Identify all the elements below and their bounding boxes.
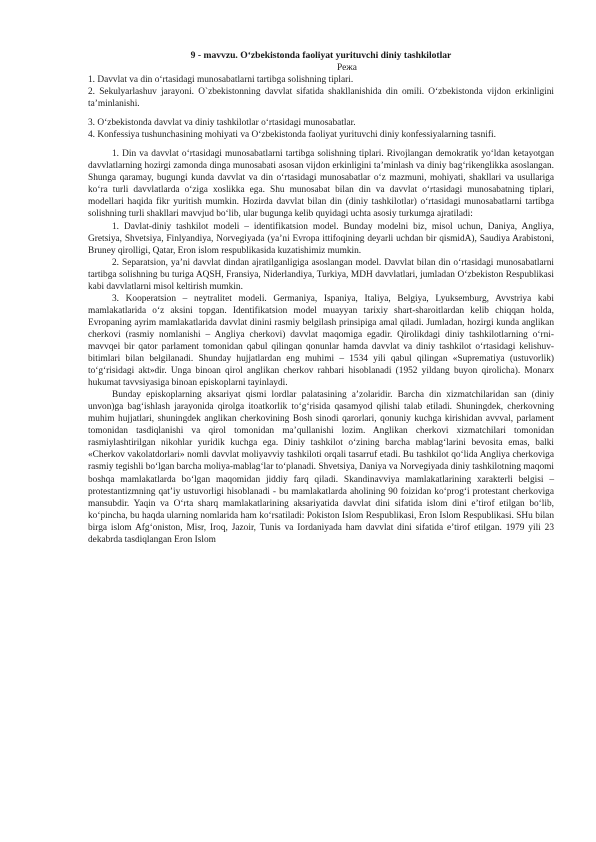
plan-item-4: 4. Konfessiya tushunchasining mohiyati va O‘zbekistonda faoliyat yurituvchi diniy konfessiyalarning tasnifi. (88, 130, 496, 141)
plan-item-1: 1. Davvlat va din o‘rtasidagi munosabatlarni tartibga solishning tiplari. (88, 75, 354, 85)
paragraph-model-2: 2. Separatsion, ya’ni davvlat dindan ajratilganligiga asoslangan model. Davvlat bilan din o‘rtasidagi munosabatlarni tartibga solishning bu turiga AQSH, Fransiya, Niderlandiya, Turkiya, MDH davvlatlari, jumladan O‘zbekiston Respublikasi kabi davvlatlarni misol keltirish mumkin. (88, 257, 554, 292)
paragraph-intro: 1. Din va davvlat o‘rtasidagi munosabatlarni tartibga solishning tiplari. Rivojlangan demokratik yo‘ldan ketayotgan davvlatlarning hozirgi zamonda dinga munosabati asosan vijdon erkinligini ta’minlash va diniy bag‘rikenglikka asoslangan. Shunga qaramay, bugungi kunda davvlat va din o‘rtasidagi munosabatlar o‘z mazmuni, mohiyati, shakllari va usullariga ko‘ra turli davvlatlarda o‘ziga xoslikka ega. Shu munosabat bilan din va davvlat o‘rtasidagi munosabatning tiplari, modellari haqida fikr yuritish mumkin. Hozirda davvlat bilan din (diniy tashkilotlar) o‘rtasidagi munosabatlarni tartibga solishning turli shakllari mavvjud bo‘lib, ular bugunga kelib quyidagi uchta asosiy turkumga ajratiladi: (88, 149, 554, 220)
plan-item-3: 3. O‘zbekistonda davvlat va diniy tashkilotlar o‘rtasidagi munosabatlar. (88, 118, 356, 129)
paragraph-model-3: 3. Kooperatsion – neytralitet modeli. Germaniya, Ispaniya, Italiya, Belgiya, Lyuksemburg, Avvstriya kabi mamlakatlarida o‘z aksini topgan. Identifikatsion model muayyan tarixiy shart-sharoitlardan kelib chiqqan holda, Evropaning ayrim mamlakatlarida davvlat dinini rasmiy belgilash prinsipiga amal qiladi. Jumladan, hozirgi kunda anglikan cherkovi (rasmiy nomlanishi – Angliya cherkovi) davvlat maqomiga egadir. Qirolikdagi diniy tashkilotlarning o‘rni-mavvqei bir qator parlament tomonidan qabul qilingan qonunlar hamda davvlat va diniy tashkilot o‘rtasidagi kelishuv-bitimlari bilan belgilanadi. Shunday hujjatlardan eng muhimi – 1534 yili qabul qilingan «Suprematiya (ustuvorlik) to‘g‘risidagi akt»dir. Unga binoan qirol anglikan cherkov rahbari hisoblanadi (1952 yildang buyon qirolicha). Monarx hukumat tavvsiyasiga binoan episkoplarni tayinlaydi. (88, 293, 554, 389)
plan-item-2: 2. Sekulyarlashuv jarayoni. O`zbekistonning davvlat sifatida shakllanishida din omili. O‘zbekistonda vijdon erkinligini ta’minlanishi. (88, 87, 554, 110)
document-title: 9 - mavvzu. O‘zbekistonda faoliyat yurituvchi diniy tashkilotlar (190, 50, 452, 61)
paragraph-model-1: 1. Davlat-diniy tashkilot modeli – identifikatsion model. Bunday modelni biz, misol uchun, Daniya, Angliya, Gretsiya, Shvetsiya, Finlyandiya, Norvegiyada (ya’ni Evropa ittifoqining deyarli uchdan bir qismidA), Saudiya Arabistoni, Bruney qirolligi, Qatar, Eron islom respublikasida kuzatishimiz mumkin. (88, 221, 554, 256)
plan-spacer (88, 110, 554, 117)
plan-list (88, 74, 554, 141)
plan-heading: Режа (337, 63, 357, 73)
paragraph-episcopate: Bunday episkoplarning aksariyat qismi lordlar palatasining a’zolaridir. Barcha din xizmatchilaridan san (diniy unvon)ga bag‘ishlash jarayonida qirolga itoatkorlik to‘g‘risida qasamyod qilishi talab etiladi. Shuningdek, cherkovning muhim hujjatlari, shuningdek anglikan cherkovining Bosh sinodi qarorlari, qonuniy kuchga kirishidan avvval, parlament tomonidan tasdiqlanishi va qirol tomonidan ma’qullanishi lozim. Anglikan cherkovi xizmatchilari tomonidan rasmiylashtirilgan nikohlar yuridik kuchga ega. Diniy tashkilot o‘zining barcha mablag‘larini bevosita emas, balki «Cherkov vakolatdorlari» nomli davvlat moliyavviy tashkiloti orqali tasarruf etadi. Bu tashkilot qo‘lida Angliya cherkoviga rasmiy tegishli bo‘lgan barcha moliya-mablag‘lar to‘planadi. Shvetsiya, Daniya va Norvegiyada diniy tashkilotning maqomi boshqa mamlakatlarda bo‘lgan maqomidan jiddiy farq qiladi. Skandinavviya mamlakatlarining xarakterli belgisi – protestantizmning qat’iy ustuvorligi hisoblanadi - bu mamlakatlarda aholining 90 foizidan ko‘prog‘i protestant cherkoviga mansubdir. Yaqin va O‘rta sharq mamlakatlarining aksariyatida davvlat dini sifatida islom dini e’tirof etilgan bo‘lib, ko‘pincha, bu haqda ularning nomlarida ham ko‘rsatiladi: Pokiston Islom Respublikasi, Eron Islom Respublikasi. SHu bilan birga islom Afg‘oniston, Misr, Iroq, Jazoir, Tunis va Iordaniyada ham davvlat dini sifatida e’tirof etilgan. 1979 yili 23 dekabrda tasdiqlangan Eron Islom (88, 390, 554, 545)
document-page (88, 50, 554, 546)
body-text (88, 148, 554, 546)
